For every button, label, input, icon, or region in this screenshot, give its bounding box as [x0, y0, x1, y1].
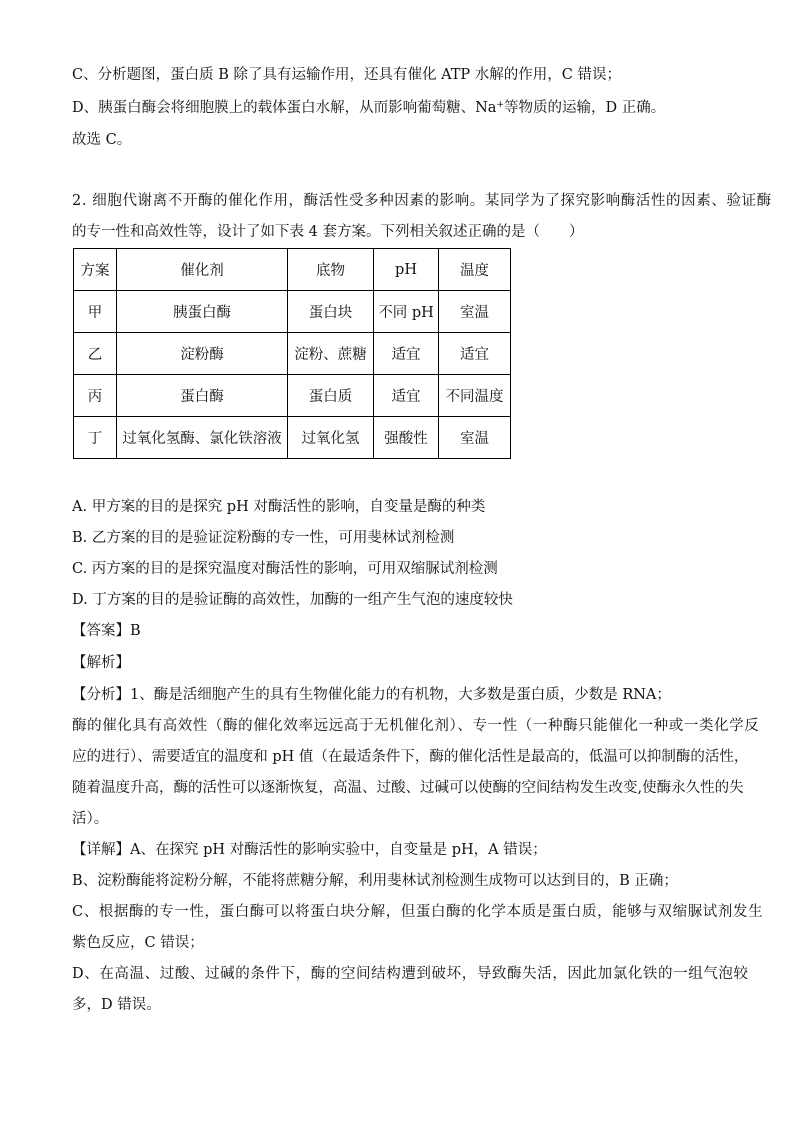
- table-cell: 淀粉酶: [117, 333, 288, 375]
- analysis-line: 酶的催化具有高效性（酶的催化效率远远高于无机催化剂）、专一性（一种酶只能催化一种或一类化学反: [72, 718, 760, 734]
- table-cell: 蛋白块: [288, 291, 374, 333]
- analysis-line: 随着温度升高，酶的活性可以逐渐恢复，高温、过酸、过碱可以使酶的空间结构发生改变,使酶永久性的失: [72, 780, 744, 796]
- detail-line: 紫色反应，C 错误；: [72, 935, 204, 951]
- table-cell: 不同 pH: [374, 291, 439, 333]
- option-c: C. 丙方案的目的是探究温度对酶活性的影响，可用双缩脲试剂检测: [72, 561, 498, 577]
- table-cell: 不同温度: [439, 375, 511, 417]
- table-cell: 过氧化氢酶、氯化铁溶液: [117, 417, 288, 459]
- detail-line: 多，D 错误。: [72, 997, 161, 1013]
- detail-line: C、根据酶的专一性，蛋白酶可以将蛋白块分解，但蛋白酶的化学本质是蛋白质，能够与双缩脲试剂发生: [72, 904, 764, 920]
- detail-line: 【详解】A、在探究 pH 对酶活性的影响实验中，自变量是 pH，A 错误；: [72, 842, 547, 858]
- detail-line: D、在高温、过酸、过碱的条件下，酶的空间结构遭到破坏，导致酶失活，因此加氯化铁的一组气泡较: [72, 966, 749, 982]
- table-cell: 胰蛋白酶: [117, 291, 288, 333]
- prev-option-d-text: D、胰蛋白酶会将细胞膜上的载体蛋白水解，从而影响葡萄糖、Na: [72, 100, 497, 116]
- analysis-line: 【分析】1、酶是活细胞产生的具有生物催化能力的有机物，大多数是蛋白质，少数是 RNA；: [72, 687, 671, 703]
- scheme-table: [73, 248, 511, 459]
- table-cell: 蛋白质: [288, 375, 374, 417]
- detail-line: B、淀粉酶能将淀粉分解，不能将蔗糖分解，利用斐林试剂检测生成物可以达到目的，B 正确；: [72, 873, 678, 889]
- table-cell: 甲: [74, 291, 117, 333]
- table-cell: 淀粉、蔗糖: [288, 333, 374, 375]
- prev-option-d: [72, 98, 665, 118]
- answer-label: 【答案】B: [72, 623, 141, 639]
- prev-conclusion: 故选 C。: [72, 132, 132, 148]
- table-cell: 适宜: [439, 333, 511, 375]
- prev-option-c: C、分析题图，蛋白质 B 除了具有运输作用，还具有催化 ATP 水解的作用，C 错误；: [72, 67, 621, 83]
- table-cell: 过氧化氢: [288, 417, 374, 459]
- table-cell: 丁: [74, 417, 117, 459]
- table-row: [74, 375, 511, 417]
- table-cell: 强酸性: [374, 417, 439, 459]
- table-row: [74, 291, 511, 333]
- table-cell: 蛋白酶: [117, 375, 288, 417]
- header-cell: 底物: [288, 249, 374, 291]
- table-cell: 室温: [439, 417, 511, 459]
- table-cell: 室温: [439, 291, 511, 333]
- question-stem-line-2: 的专一性和高效性等，设计了如下表 4 套方案。下列相关叙述正确的是（ ）: [72, 224, 584, 240]
- table-row: [74, 417, 511, 459]
- header-cell: pH: [374, 249, 439, 291]
- table-cell: 乙: [74, 333, 117, 375]
- table-cell: 适宜: [374, 375, 439, 417]
- header-cell: 催化剂: [117, 249, 288, 291]
- question-stem-line-1: 2. 细胞代谢离不开酶的催化作用，酶活性受多种因素的影响。某同学为了探究影响酶活性的因素、验证酶: [72, 193, 772, 209]
- table-cell: 适宜: [374, 333, 439, 375]
- sodium-charge: +: [496, 100, 505, 110]
- table-row: [74, 333, 511, 375]
- analysis-title: 【解析】: [72, 655, 130, 671]
- prev-option-d-text-end: 等物质的运输，D 正确。: [504, 100, 666, 116]
- header-cell: 方案: [74, 249, 117, 291]
- analysis-line: 应的进行）、需要适宜的温度和 pH 值（在最适条件下，酶的催化活性是最高的，低温可以抑制酶的活性，: [72, 749, 749, 765]
- table-cell: 丙: [74, 375, 117, 417]
- header-cell: 温度: [439, 249, 511, 291]
- option-d: D. 丁方案的目的是验证酶的高效性，加酶的一组产生气泡的速度较快: [72, 592, 513, 608]
- option-b: B. 乙方案的目的是验证淀粉酶的专一性，可用斐林试剂检测: [72, 530, 455, 546]
- analysis-line: 活）。: [72, 811, 109, 827]
- table-header-row: [74, 249, 511, 291]
- option-a: A. 甲方案的目的是探究 pH 对酶活性的影响，自变量是酶的种类: [72, 499, 486, 515]
